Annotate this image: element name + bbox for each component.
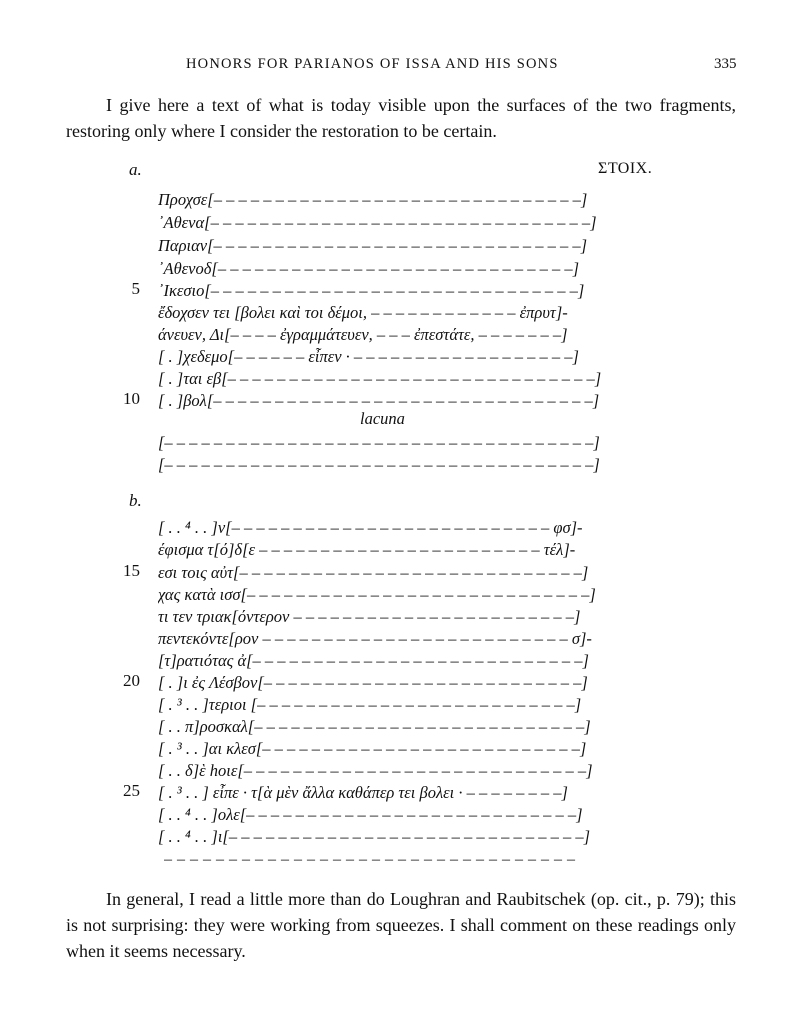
intro-paragraph: I give here a text of what is today visible upon the surfaces of the two fragments, restoring only where I consider the restoration to be certain. xyxy=(66,95,736,141)
inscription-line: [τ]ρατιότας ἀ[– – – – – – – – – – – – – – – – – – – – – – – – – – –] xyxy=(158,651,589,670)
inscription-line: ᾿Αθενα[– – – – – – – – – – – – – – – – – – – – – – – – – – – – – – –] xyxy=(158,213,597,232)
line-number: 25 xyxy=(123,781,140,800)
inscription-line: Προχσε[– – – – – – – – – – – – – – – – – – – – – – – – – – – – – –] xyxy=(158,190,588,209)
section-b-label: b. xyxy=(129,491,142,510)
inscription-line: [ . . ⁴ . . ]ι[– – – – – – – – – – – – – – – – – – – – – – – – – – – – –] xyxy=(158,827,591,846)
inscription-line: εσι τοις αὐτ[– – – – – – – – – – – – – – – – – – – – – – – – – – – –] xyxy=(158,563,589,582)
line-number: 5 xyxy=(131,279,140,298)
trailing-dash-rule: – – – – – – – – – – – – – – – – – – – – – – – – – – – – – – – – xyxy=(164,851,576,868)
inscription-line: [ . ³ . . ] εἶπε · τ[ὰ μὲν ἄλλα καθάπερ τει βολει · – – – – – – – –] xyxy=(158,783,568,802)
line-number: 20 xyxy=(123,671,140,690)
inscription-line: ᾿Αθενοδ[– – – – – – – – – – – – – – – – – – – – – – – – – – – – –] xyxy=(158,259,580,278)
line-number: 10 xyxy=(123,389,140,408)
inscription-line: πεντεκόντε[ρον – – – – – – – – – – – – – – – – – – – – – – – – – σ]- xyxy=(158,629,592,648)
inscription-line: άνευεν, Δι[– – – – ἐγραμμάτευεν, – – – ἐπεστάτε, – – – – – – –] xyxy=(158,325,568,344)
inscription-line: [ . ]βολ[– – – – – – – – – – – – – – – – – – – – – – – – – – – – – – –] xyxy=(158,391,600,410)
stoich-label: ΣΤΟΙΧ. xyxy=(598,160,653,177)
inscription-line: [– – – – – – – – – – – – – – – – – – – – – – – – – – – – – – – – – – –] xyxy=(158,433,600,452)
inscription-line: [ . ³ . . ]τεριοι [– – – – – – – – – – – – – – – – – – – – – – – – – –] xyxy=(158,695,582,714)
inscription-line: [ . ³ . . ]αι κλεσ[– – – – – – – – – – – – – – – – – – – – – – – – – –] xyxy=(158,739,587,758)
inscription-line: Παριαν[– – – – – – – – – – – – – – – – – – – – – – – – – – – – – –] xyxy=(158,236,588,255)
section-a-label: a. xyxy=(129,160,142,179)
inscription-line: [ . ]ι ἐς Λέσβον[– – – – – – – – – – – – – – – – – – – – – – – – – –] xyxy=(158,673,588,692)
closing-paragraph: In general, I read a little more than do Loughran and Raubitschek (op. cit., p. 79); this is not surprising: they were working from squeezes. I shall comment on these readings only when it seems necessary. xyxy=(66,889,736,961)
inscription-line: [ . . ⁴ . . ]ν[– – – – – – – – – – – – – – – – – – – – – – – – – – φσ]- xyxy=(158,518,583,537)
inscription-line: χας κατὰ ισσ[– – – – – – – – – – – – – – – – – – – – – – – – – – – –] xyxy=(158,585,596,604)
page-number: 335 xyxy=(714,56,737,72)
inscription-line: τι τεν τριακ[όντερον – – – – – – – – – – – – – – – – – – – – – – –] xyxy=(158,607,581,626)
running-header xyxy=(0,56,801,78)
inscription-line: [ . . ⁴ . . ]ολε[– – – – – – – – – – – – – – – – – – – – – – – – – – –] xyxy=(158,805,583,824)
line-number: 15 xyxy=(123,561,140,580)
inscription-line: [ . . π]ροσκαλ[– – – – – – – – – – – – – – – – – – – – – – – – – – –] xyxy=(158,717,591,736)
inscription-line: ἔδοχσεν τει [βολει καὶ τοι δέμοι, – – – – – – – – – – – – ἐπρυτ]- xyxy=(158,303,568,322)
lacuna-label: lacuna xyxy=(360,409,405,428)
inscription-line: [ . ]ται εβ[– – – – – – – – – – – – – – – – – – – – – – – – – – – – – –] xyxy=(158,369,602,388)
inscription-line: [– – – – – – – – – – – – – – – – – – – – – – – – – – – – – – – – – – –] xyxy=(158,455,600,474)
inscription-line: ᾿Ικεσιο[– – – – – – – – – – – – – – – – – – – – – – – – – – – – – –] xyxy=(158,281,585,300)
inscription-line: [ . . δ]ὲ hοιε[– – – – – – – – – – – – – – – – – – – – – – – – – – – –] xyxy=(158,761,593,780)
inscription-line: έφισμα τ[ό]δ[ε – – – – – – – – – – – – – – – – – – – – – – – τέλ]- xyxy=(158,540,576,559)
inscription-line: [ . ]χεδεμο[– – – – – – εἶπεν · – – – – – – – – – – – – – – – – – –] xyxy=(158,347,579,366)
page-title: HONORS FOR PARIANOS OF ISSA AND HIS SONS xyxy=(186,56,559,72)
